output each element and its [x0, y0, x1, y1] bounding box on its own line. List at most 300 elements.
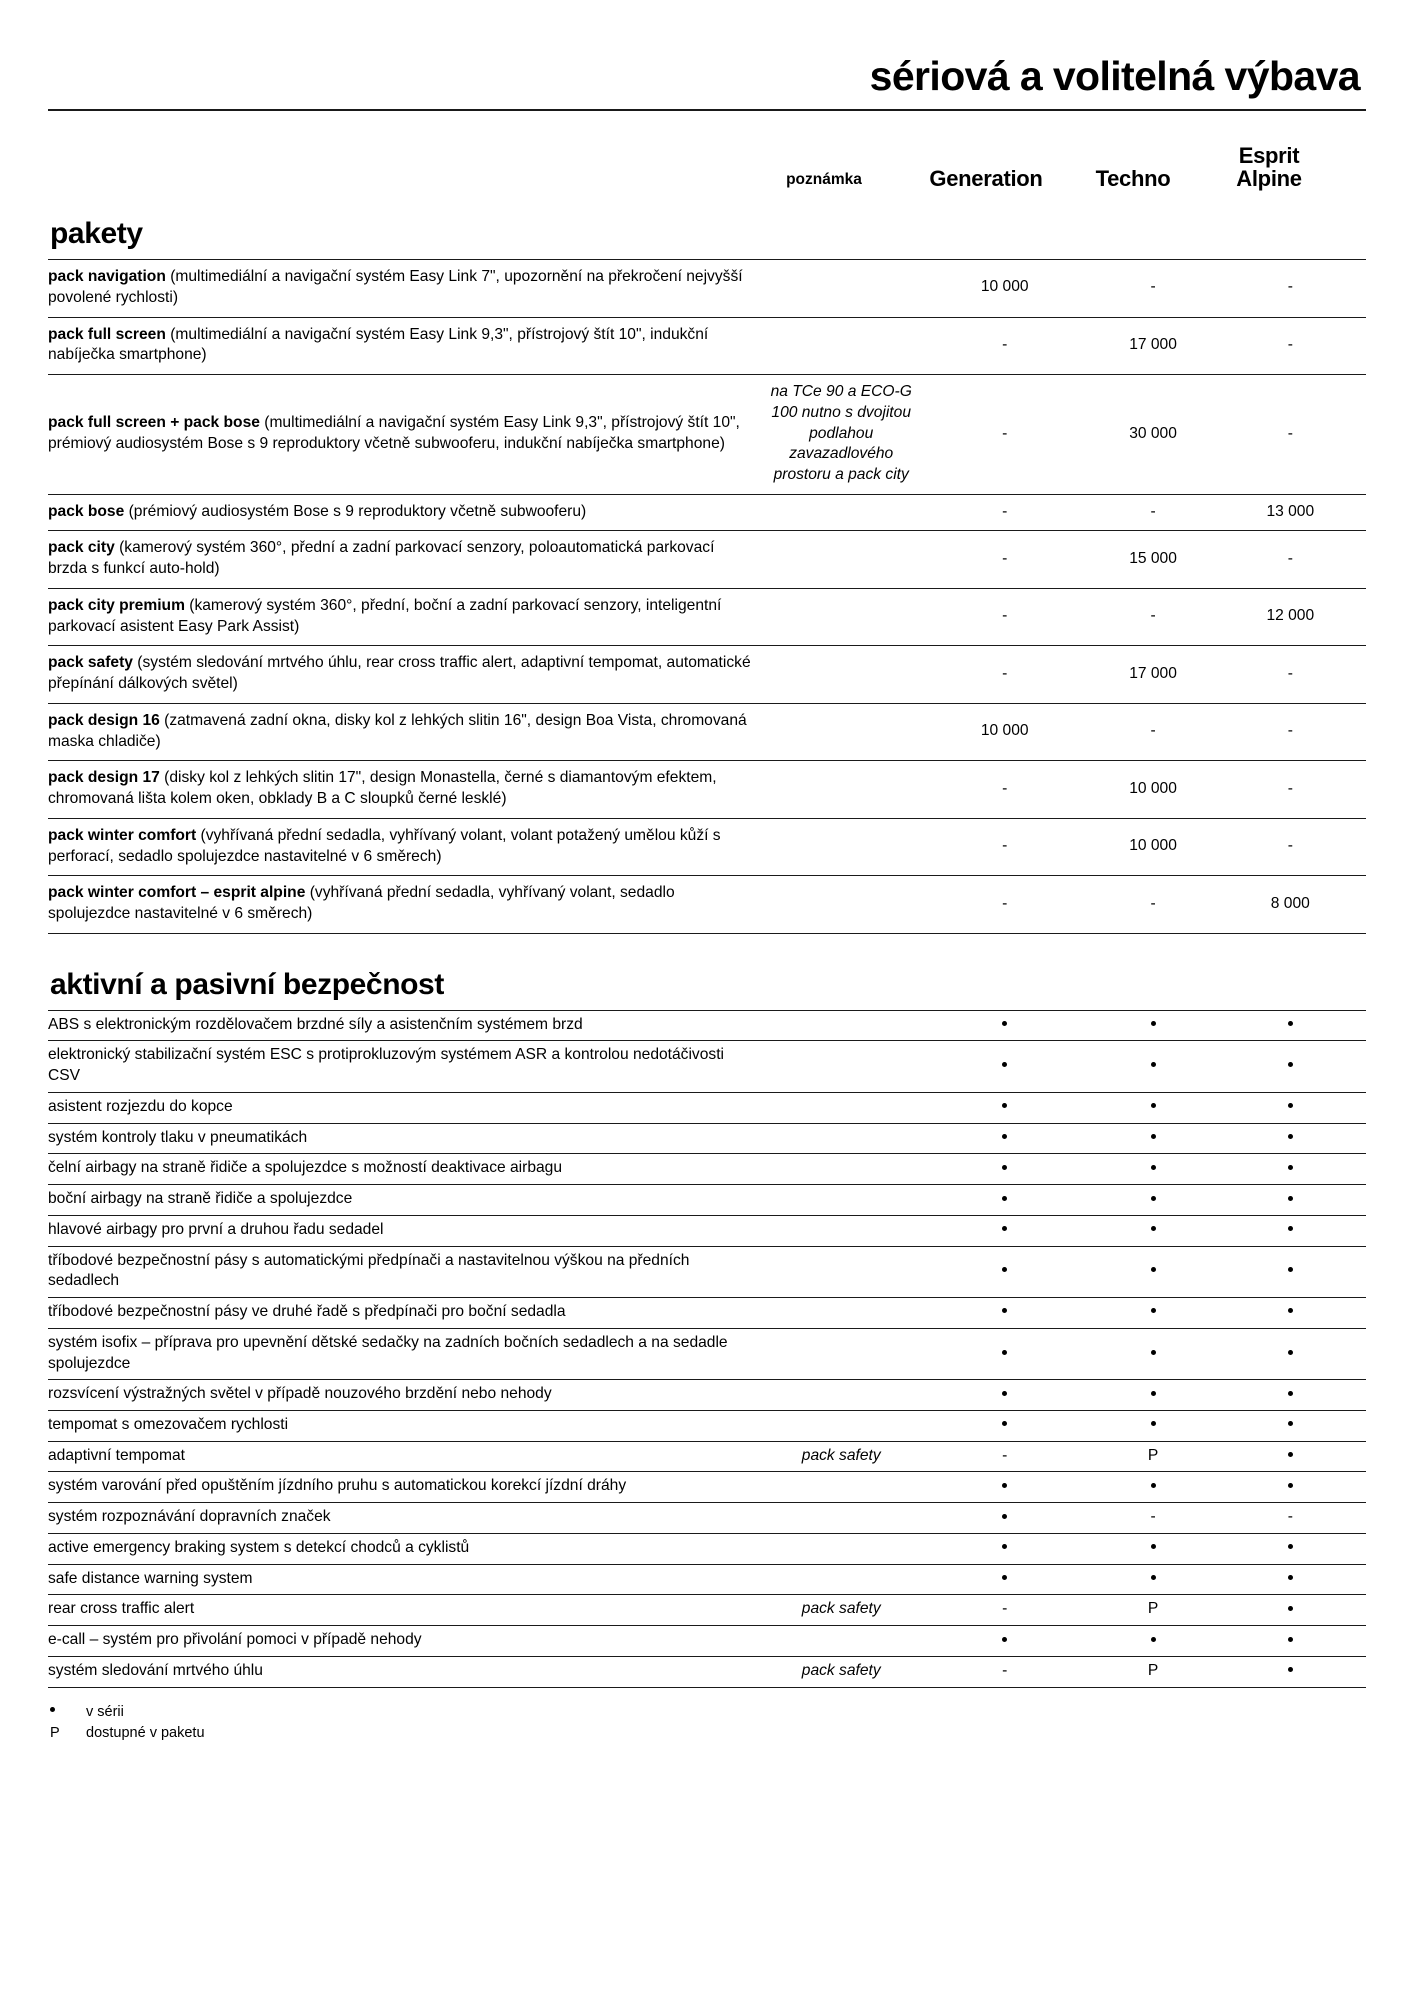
value-text: -	[1287, 335, 1293, 353]
column-header-esprit-alpine	[1194, 144, 1344, 194]
row-note	[765, 876, 918, 933]
row-label: safe distance warning system	[48, 1569, 253, 1587]
row-note: pack safety	[801, 1600, 881, 1618]
row-value-generation	[918, 1123, 1092, 1154]
table-row	[48, 1441, 1366, 1472]
legend-row	[48, 1723, 1366, 1744]
row-value-generation	[918, 646, 1092, 703]
row-value-generation	[918, 761, 1092, 818]
row-label: pack design 17 (disky kol z lehkých slitin 17", design Monastella, černé s diamantovým efektem, chromovaná lišta kolem oken, obklady B a C sloupků černé lesklé)	[48, 769, 717, 808]
row-label: hlavové airbagy pro první a druhou řadu sedadel	[48, 1220, 384, 1238]
legend-symbol	[48, 1702, 86, 1723]
row-value-techno	[1091, 646, 1214, 703]
row-value-esprit-alpine	[1215, 1380, 1366, 1411]
table-row	[48, 1564, 1366, 1595]
value-text: -	[1002, 779, 1008, 797]
table-row	[48, 703, 1366, 760]
standard-dot-icon	[1288, 1452, 1293, 1457]
standard-dot-icon	[1151, 1483, 1156, 1488]
row-value-esprit-alpine	[1215, 588, 1366, 645]
row-value-generation	[918, 317, 1092, 374]
row-value-generation	[918, 1595, 1092, 1626]
row-label-bold: pack full screen + pack bose	[48, 414, 260, 432]
value-text: -	[1287, 664, 1293, 682]
row-value-techno	[1091, 1185, 1214, 1216]
row-value-esprit-alpine	[1215, 531, 1366, 588]
row-value-generation	[918, 1328, 1092, 1379]
table-row	[48, 818, 1366, 875]
title-block	[48, 54, 1366, 99]
table-bezpecnost	[48, 1010, 1366, 1688]
row-value-techno	[1091, 1472, 1214, 1503]
row-value-techno	[1091, 1533, 1214, 1564]
row-note	[765, 1215, 918, 1246]
standard-dot-icon	[1151, 1196, 1156, 1201]
row-value-esprit-alpine	[1215, 375, 1366, 495]
value-text: 10 000	[980, 722, 1029, 740]
row-value-esprit-alpine	[1215, 1215, 1366, 1246]
row-label: pack navigation (multimediální a navigační systém Easy Link 7", upozornění na překročení nejvyšší povolené rychlosti)	[48, 268, 743, 306]
table-pakety	[48, 259, 1366, 934]
value-text: -	[1287, 278, 1293, 296]
value-text: 10 000	[1129, 837, 1177, 855]
row-note	[765, 818, 918, 875]
row-value-techno	[1091, 818, 1214, 875]
table-row	[48, 1041, 1366, 1092]
row-note	[765, 1185, 918, 1216]
standard-dot-icon	[1002, 1544, 1007, 1549]
row-value-generation	[918, 1092, 1092, 1123]
row-value-techno	[1091, 1380, 1214, 1411]
value-text: 17 000	[1129, 335, 1177, 353]
row-value-techno	[1091, 1215, 1214, 1246]
row-value-esprit-alpine	[1215, 1656, 1366, 1687]
row-value-generation	[918, 1533, 1092, 1564]
row-note: pack safety	[801, 1661, 881, 1679]
table-row	[48, 1298, 1366, 1329]
row-value-techno	[1091, 1154, 1214, 1185]
section-title-bezpecnost: aktivní a pasivní bezpečnost	[50, 967, 444, 1001]
column-header-esprit-alpine-line1: Esprit	[1238, 142, 1300, 168]
value-text: -	[1002, 1446, 1008, 1464]
value-text: -	[1150, 607, 1156, 625]
value-text: 12 000	[1266, 607, 1315, 625]
table-row	[48, 1595, 1366, 1626]
table-row	[48, 1328, 1366, 1379]
standard-dot-icon	[1288, 1544, 1293, 1549]
row-value-generation	[918, 1380, 1092, 1411]
standard-dot-icon	[1288, 1103, 1293, 1108]
table-row	[48, 1472, 1366, 1503]
standard-dot-icon	[1151, 1544, 1156, 1549]
standard-dot-icon	[1002, 1421, 1007, 1426]
row-note	[765, 1092, 918, 1123]
row-label: boční airbagy na straně řidiče a spolujezdce	[48, 1190, 353, 1208]
row-label: systém varování před opuštěním jízdního pruhu s automatickou korekcí jízdní dráhy	[48, 1477, 627, 1495]
row-value-esprit-alpine	[1215, 1092, 1366, 1123]
row-note	[765, 531, 918, 588]
standard-dot-icon	[50, 1707, 55, 1712]
standard-dot-icon	[1151, 1637, 1156, 1642]
row-label: tempomat s omezovačem rychlosti	[48, 1416, 289, 1433]
row-value-generation	[918, 494, 1092, 531]
row-value-techno	[1091, 1626, 1214, 1657]
row-label: pack safety (systém sledování mrtvého úhlu, rear cross traffic alert, adaptivní tempomat, automatické přepínání dálkových světel)	[48, 654, 751, 693]
row-label: čelní airbagy na straně řidiče a spolujezdce s možností deaktivace airbagu	[48, 1159, 563, 1177]
standard-dot-icon	[1288, 1421, 1293, 1426]
row-value-generation	[918, 1215, 1092, 1246]
row-value-techno	[1091, 588, 1214, 645]
standard-dot-icon	[1288, 1267, 1293, 1272]
standard-dot-icon	[1151, 1391, 1156, 1396]
section-title-pakety: pakety	[50, 217, 143, 251]
standard-dot-icon	[1288, 1667, 1293, 1672]
row-value-techno	[1091, 876, 1214, 933]
row-value-techno	[1091, 1656, 1214, 1687]
column-header-generation: Generation	[929, 166, 1043, 192]
value-text: -	[1002, 549, 1008, 567]
standard-dot-icon	[1151, 1421, 1156, 1426]
value-text: -	[1002, 607, 1008, 625]
row-label-bold: pack full screen	[48, 325, 166, 343]
standard-dot-icon	[1288, 1226, 1293, 1231]
row-label-bold: pack safety	[48, 654, 133, 672]
row-value-esprit-alpine	[1215, 1298, 1366, 1329]
table-row	[48, 1010, 1366, 1041]
standard-dot-icon	[1002, 1483, 1007, 1488]
row-value-generation	[918, 1626, 1092, 1657]
legend	[48, 1702, 1366, 1744]
value-text: 10 000	[980, 278, 1029, 296]
row-value-techno	[1091, 1503, 1214, 1534]
legend-row	[48, 1702, 1366, 1723]
value-text: -	[1002, 502, 1008, 520]
row-value-techno	[1091, 1411, 1214, 1442]
value-text: 13 000	[1266, 502, 1315, 520]
standard-dot-icon	[1002, 1350, 1007, 1355]
row-value-generation	[918, 588, 1092, 645]
row-value-esprit-alpine	[1215, 1595, 1366, 1626]
row-value-esprit-alpine	[1215, 1472, 1366, 1503]
table-row	[48, 1411, 1366, 1442]
row-note	[765, 1380, 918, 1411]
row-label: active emergency braking system s detekcí chodců a cyklistů	[48, 1538, 470, 1556]
row-value-techno	[1091, 703, 1214, 760]
sections-container	[48, 217, 1366, 1688]
standard-dot-icon	[1002, 1514, 1007, 1519]
value-text: -	[1287, 549, 1293, 567]
row-label: systém sledování mrtvého úhlu	[48, 1661, 263, 1679]
row-label: asistent rozjezdu do kopce	[48, 1097, 233, 1115]
row-value-generation	[918, 1564, 1092, 1595]
value-text: -	[1002, 837, 1008, 855]
value-text: P	[1147, 1446, 1159, 1464]
standard-dot-icon	[1151, 1350, 1156, 1355]
row-note	[765, 317, 918, 374]
value-text: -	[1287, 837, 1293, 855]
table-row	[48, 876, 1366, 933]
row-value-generation	[918, 1010, 1092, 1041]
standard-dot-icon	[1151, 1226, 1156, 1231]
row-label-bold: pack winter comfort	[48, 826, 197, 844]
row-value-generation	[918, 1185, 1092, 1216]
row-value-esprit-alpine	[1215, 761, 1366, 818]
row-note	[765, 646, 918, 703]
table-row	[48, 1246, 1366, 1297]
row-label: adaptivní tempomat	[48, 1446, 185, 1464]
row-label: systém kontroly tlaku v pneumatikách	[48, 1128, 308, 1146]
row-value-generation	[918, 531, 1092, 588]
table-row	[48, 1380, 1366, 1411]
row-value-esprit-alpine	[1215, 1441, 1366, 1472]
row-value-esprit-alpine	[1215, 1626, 1366, 1657]
row-note	[765, 1298, 918, 1329]
row-value-esprit-alpine	[1215, 1503, 1366, 1534]
row-label: systém rozpoznávání dopravních značek	[48, 1508, 331, 1526]
row-note	[765, 1041, 918, 1092]
value-text: -	[1150, 894, 1156, 912]
row-value-esprit-alpine	[1215, 818, 1366, 875]
table-row	[48, 646, 1366, 703]
table-row	[48, 1123, 1366, 1154]
standard-dot-icon	[1288, 1308, 1293, 1313]
standard-dot-icon	[1151, 1062, 1156, 1067]
row-value-esprit-alpine	[1215, 494, 1366, 531]
row-label-bold: pack navigation	[48, 268, 166, 286]
value-text: 8 000	[1270, 894, 1310, 912]
standard-dot-icon	[1002, 1575, 1007, 1580]
column-header-techno: Techno	[1095, 166, 1171, 192]
row-value-techno	[1091, 1010, 1214, 1041]
row-note	[765, 1411, 918, 1442]
value-text: 15 000	[1129, 549, 1177, 567]
standard-dot-icon	[1002, 1062, 1007, 1067]
table-row	[48, 317, 1366, 374]
standard-dot-icon	[1002, 1134, 1007, 1139]
table-row	[48, 1185, 1366, 1216]
standard-dot-icon	[1151, 1267, 1156, 1272]
value-text: -	[1002, 335, 1008, 353]
standard-dot-icon	[1151, 1103, 1156, 1108]
row-note	[765, 1503, 918, 1534]
row-value-techno	[1091, 1092, 1214, 1123]
row-label: pack bose (prémiový audiosystém Bose s 9 reproduktory včetně subwooferu)	[48, 502, 587, 520]
row-label-bold: pack bose	[48, 502, 125, 520]
standard-dot-icon	[1288, 1637, 1293, 1642]
table-row	[48, 531, 1366, 588]
row-value-esprit-alpine	[1215, 1411, 1366, 1442]
standard-dot-icon	[1288, 1196, 1293, 1201]
standard-dot-icon	[1288, 1021, 1293, 1026]
standard-dot-icon	[1002, 1308, 1007, 1313]
row-note	[765, 761, 918, 818]
row-value-esprit-alpine	[1215, 703, 1366, 760]
row-value-esprit-alpine	[1215, 646, 1366, 703]
standard-dot-icon	[1288, 1062, 1293, 1067]
column-header-esprit-alpine-line2: Alpine	[1236, 166, 1302, 192]
row-label: pack winter comfort – esprit alpine (vyhřívaná přední sedadla, vyhřívaný volant, sedadlo spolujezdce nastavitelné v 6 směrech)	[48, 884, 675, 922]
standard-dot-icon	[1288, 1134, 1293, 1139]
row-note	[765, 1472, 918, 1503]
row-value-generation	[918, 703, 1092, 760]
row-value-generation	[918, 818, 1092, 875]
standard-dot-icon	[1288, 1391, 1293, 1396]
legend-text: v sérii	[86, 1703, 124, 1720]
row-value-esprit-alpine	[1215, 1533, 1366, 1564]
row-value-techno	[1091, 375, 1214, 495]
row-value-esprit-alpine	[1215, 1185, 1366, 1216]
value-text: P	[1147, 1661, 1159, 1679]
standard-dot-icon	[1151, 1308, 1156, 1313]
row-value-generation	[918, 1154, 1092, 1185]
row-value-techno	[1091, 1564, 1214, 1595]
standard-dot-icon	[1288, 1483, 1293, 1488]
row-value-techno	[1091, 260, 1214, 317]
row-label-bold: pack winter comfort – esprit alpine	[48, 884, 306, 902]
value-text: -	[1287, 424, 1293, 442]
row-label: rozsvícení výstražných světel v případě nouzového brzdění nebo nehody	[48, 1385, 552, 1403]
row-note	[765, 1564, 918, 1595]
row-value-esprit-alpine	[1215, 317, 1366, 374]
row-value-esprit-alpine	[1215, 1010, 1366, 1041]
standard-dot-icon	[1288, 1606, 1293, 1611]
row-label: tříbodové bezpečnostní pásy ve druhé řadě s předpínači pro boční sedadla	[48, 1303, 566, 1321]
row-value-esprit-alpine	[1215, 876, 1366, 933]
standard-dot-icon	[1151, 1575, 1156, 1580]
row-label-bold: pack city premium	[48, 596, 185, 614]
row-label: pack design 16 (zatmavená zadní okna, disky kol z lehkých slitin 16", design Boa Vista, chromovaná maska chladiče)	[48, 711, 747, 750]
row-note	[765, 1010, 918, 1041]
row-value-esprit-alpine	[1215, 1154, 1366, 1185]
value-text: -	[1287, 722, 1293, 740]
value-text: 30 000	[1129, 424, 1177, 442]
table-row	[48, 1533, 1366, 1564]
table-row	[48, 761, 1366, 818]
row-value-esprit-alpine	[1215, 1041, 1366, 1092]
row-label: pack city premium (kamerový systém 360°, přední, boční a zadní parkovací senzory, inteligentní parkovací asistent Easy Park Assist)	[48, 596, 722, 635]
row-value-techno	[1091, 761, 1214, 818]
row-label: tříbodové bezpečnostní pásy s automatickými předpínači a nastavitelnou výškou na předních sedadlech	[48, 1251, 690, 1290]
row-value-generation	[918, 1656, 1092, 1687]
value-text: -	[1150, 278, 1156, 296]
standard-dot-icon	[1002, 1103, 1007, 1108]
value-text: -	[1150, 1508, 1156, 1526]
value-text: -	[1287, 779, 1293, 797]
row-value-esprit-alpine	[1215, 1246, 1366, 1297]
page-title: sériová a volitelná výbava	[869, 53, 1360, 99]
row-label: e-call – systém pro přivolání pomoci v případě nehody	[48, 1631, 422, 1649]
column-header-note: poznámka	[786, 171, 862, 189]
table-row	[48, 1503, 1366, 1534]
row-label: elektronický stabilizační systém ESC s protiprokluzovým systémem ASR a kontrolou nedotáčivosti CSV	[48, 1046, 724, 1085]
row-label: pack winter comfort (vyhřívaná přední sedadla, vyhřívaný volant, volant potažený umělou kůží s perforací, sedadlo spolujezdce nastavitelné v 6 směrech)	[48, 826, 721, 865]
row-value-generation	[918, 1411, 1092, 1442]
row-label-bold: pack city	[48, 539, 115, 557]
row-value-generation	[918, 876, 1092, 933]
row-value-techno	[1091, 1246, 1214, 1297]
row-value-techno	[1091, 1441, 1214, 1472]
row-note	[765, 494, 918, 531]
column-headers	[48, 111, 1366, 193]
table-row	[48, 1215, 1366, 1246]
value-text: P	[1147, 1600, 1159, 1618]
row-value-generation	[918, 1041, 1092, 1092]
row-note: pack safety	[801, 1446, 881, 1464]
row-note	[765, 1533, 918, 1564]
row-value-esprit-alpine	[1215, 1328, 1366, 1379]
row-label: systém isofix – příprava pro upevnění dětské sedačky na zadních bočních sedadlech a na sedadle spolujezdce	[48, 1333, 728, 1372]
row-label: ABS s elektronickým rozdělovačem brzdné síly a asistenčním systémem brzd	[48, 1015, 583, 1033]
row-value-techno	[1091, 1328, 1214, 1379]
row-label: rear cross traffic alert	[48, 1600, 195, 1618]
row-value-esprit-alpine	[1215, 260, 1366, 317]
standard-dot-icon	[1002, 1267, 1007, 1272]
value-text: -	[1287, 1508, 1293, 1526]
row-note	[765, 703, 918, 760]
standard-dot-icon	[1002, 1391, 1007, 1396]
row-note	[765, 260, 918, 317]
value-text: -	[1002, 424, 1008, 442]
row-value-generation	[918, 1246, 1092, 1297]
row-note	[765, 588, 918, 645]
table-row	[48, 1656, 1366, 1687]
table-row	[48, 588, 1366, 645]
value-text: -	[1150, 722, 1156, 740]
row-label: pack full screen + pack bose (multimediální a navigační systém Easy Link 9,3", přístrojový štít 10", prémiový audiosystém Bose s 9 reproduktory včetně subwooferu, indukční nabíječka smartphone)	[48, 414, 740, 452]
standard-dot-icon	[1288, 1350, 1293, 1355]
row-label-bold: pack design 16	[48, 711, 160, 729]
row-value-generation	[918, 260, 1092, 317]
legend-symbol: P	[50, 1724, 60, 1741]
standard-dot-icon	[1288, 1165, 1293, 1170]
row-note	[765, 1123, 918, 1154]
value-text: 17 000	[1129, 664, 1177, 682]
row-label: pack city (kamerový systém 360°, přední a zadní parkovací senzory, poloautomatická parkovací brzda s funkcí auto-hold)	[48, 539, 715, 578]
standard-dot-icon	[1002, 1226, 1007, 1231]
value-text: 10 000	[1129, 779, 1177, 797]
row-value-techno	[1091, 1298, 1214, 1329]
row-value-generation	[918, 1298, 1092, 1329]
row-value-techno	[1091, 494, 1214, 531]
standard-dot-icon	[1151, 1021, 1156, 1026]
standard-dot-icon	[1002, 1021, 1007, 1026]
row-value-techno	[1091, 1595, 1214, 1626]
row-note: na TCe 90 a ECO-G 100 nutno s dvojitou podlahou zavazadlového prostoru a pack city	[770, 383, 912, 483]
standard-dot-icon	[1151, 1134, 1156, 1139]
row-value-techno	[1091, 1123, 1214, 1154]
value-text: -	[1002, 1600, 1008, 1618]
row-value-generation	[918, 1503, 1092, 1534]
value-text: -	[1150, 502, 1156, 520]
row-value-esprit-alpine	[1215, 1123, 1366, 1154]
table-row	[48, 375, 1366, 495]
row-value-esprit-alpine	[1215, 1564, 1366, 1595]
table-row	[48, 1626, 1366, 1657]
value-text: -	[1002, 894, 1008, 912]
standard-dot-icon	[1002, 1637, 1007, 1642]
table-row	[48, 260, 1366, 317]
row-label-bold: pack design 17	[48, 769, 160, 787]
row-value-generation	[918, 1472, 1092, 1503]
table-row	[48, 1154, 1366, 1185]
value-text: -	[1002, 1661, 1008, 1679]
standard-dot-icon	[1151, 1165, 1156, 1170]
row-value-techno	[1091, 531, 1214, 588]
table-row	[48, 1092, 1366, 1123]
table-row	[48, 494, 1366, 531]
row-note	[765, 1328, 918, 1379]
row-label: pack full screen (multimediální a navigační systém Easy Link 9,3", přístrojový štít 10", indukční nabíječka smartphone)	[48, 325, 709, 364]
